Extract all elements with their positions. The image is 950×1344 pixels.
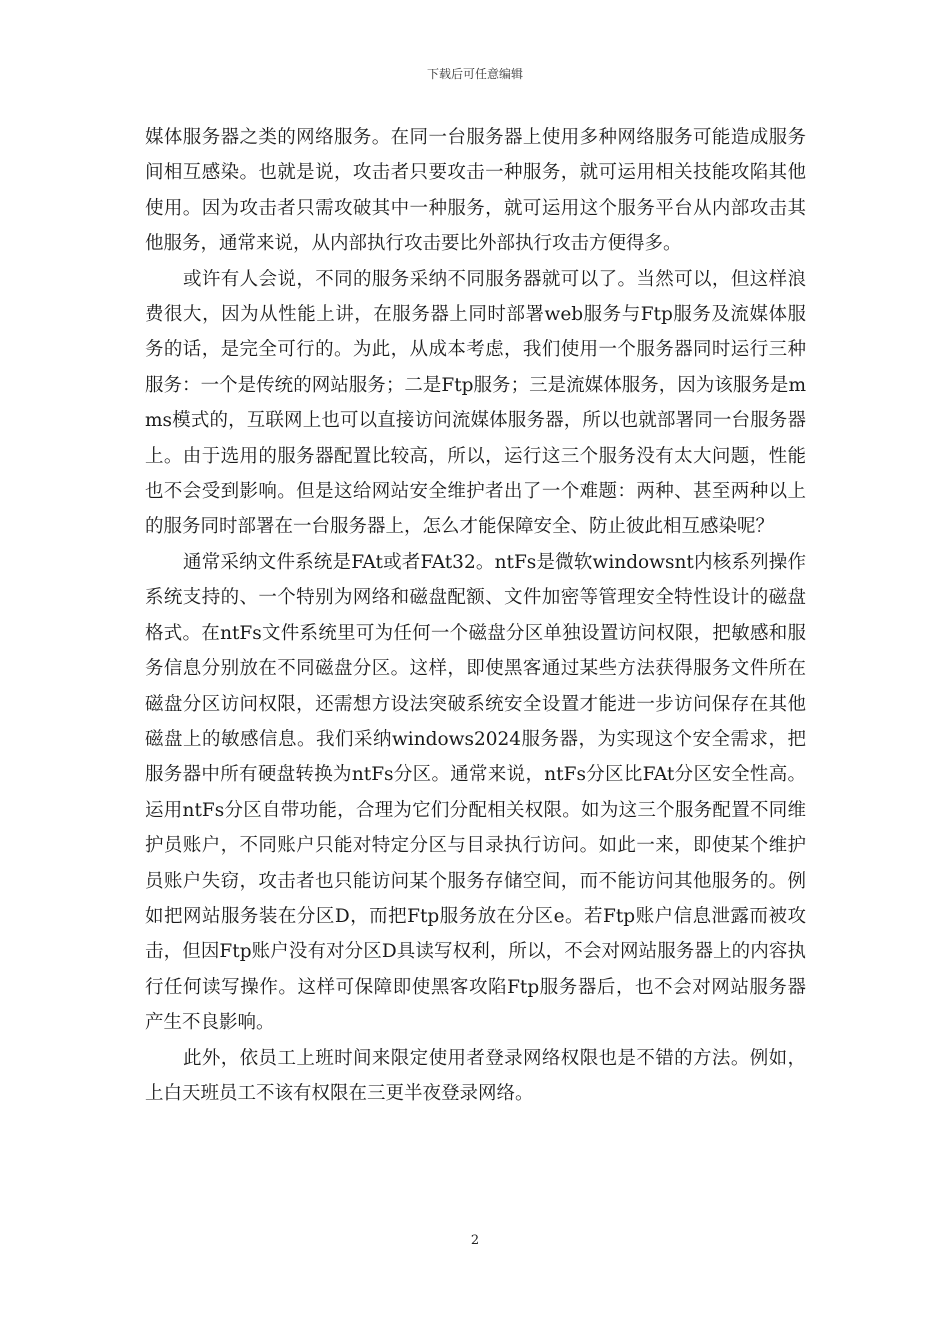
body-text bbox=[145, 120, 806, 1111]
paragraph-1: 媒体服务器之类的网络服务。在同一台服务器上使用多种网络服务可能造成服务间相互感染。也就是说，攻击者只要攻击一种服务，就可运用相关技能攻陷其他使用。因为攻击者只需攻破其中一种服务，就可运用这个服务平台从内部攻击其他服务，通常来说，从内部执行攻击要比外部执行攻击方便得多。 bbox=[145, 127, 806, 255]
paragraph-4: 此外，依员工上班时间来限定使用者登录网络权限也是不错的方法。例如，上白天班员工不该有权限在三更半夜登录网络。 bbox=[145, 1047, 806, 1104]
paragraph-2: 或许有人会说，不同的服务采纳不同服务器就可以了。当然可以，但这样浪费很大，因为从性能上讲，在服务器上同时部署web服务与Ftp服务及流媒体服务的话，是完全可行的。为此，从成本考虑，我们使用一个服务器同时运行三种服务：一个是传统的网站服务；二是Ftp服务；三是流媒体服务，因为该服务是mms模式的，互联网上也可以直接访问流媒体服务器，所以也就部署同一台服务器上。由于选用的服务器配置比较高，所以，运行这三个服务没有太大问题，性能也不会受到影响。但是这给网站安全维护者出了一个难题：两种、甚至两种以上的服务同时部署在一台服务器上，怎么才能保障安全、防止彼此相互感染呢？ bbox=[145, 268, 806, 538]
paragraph-3: 通常采纳文件系统是FAt或者FAt32。ntFs是微软windowsnt内核系列操作系统支持的、一个特别为网络和磁盘配额、文件加密等管理安全特性设计的磁盘格式。在ntFs文件系统里可为任何一个磁盘分区单独设置访问权限，把敏感和服务信息分别放在不同磁盘分区。这样，即使黑客通过某些方法获得服务文件所在磁盘分区访问权限，还需想方设法突破系统安全设置才能进一步访问保存在其他磁盘上的敏感信息。我们采纳windows2024服务器，为实现这个安全需求，把服务器中所有硬盘转换为ntFs分区。通常来说，ntFs分区比FAt分区安全性高。运用ntFs分区自带功能，合理为它们分配相关权限。如为这三个服务配置不同维护员账户，不同账户只能对特定分区与目录执行访问。如此一来，即使某个维护员账户失窃，攻击者也只能访问某个服务存储空间，而不能访问其他服务的。例如把网站服务装在分区D，而把Ftp服务放在分区e。若Ftp账户信息泄露而被攻击，但因Ftp账户没有对分区D具读写权利，所以，不会对网站服务器上的内容执行任何读写操作。这样可保障即使黑客攻陷Ftp服务器后，也不会对网站服务器产生不良影响。 bbox=[145, 551, 806, 1034]
page-header: 下载后可任意编辑 bbox=[426, 67, 523, 81]
page-number: 2 bbox=[470, 1233, 480, 1248]
